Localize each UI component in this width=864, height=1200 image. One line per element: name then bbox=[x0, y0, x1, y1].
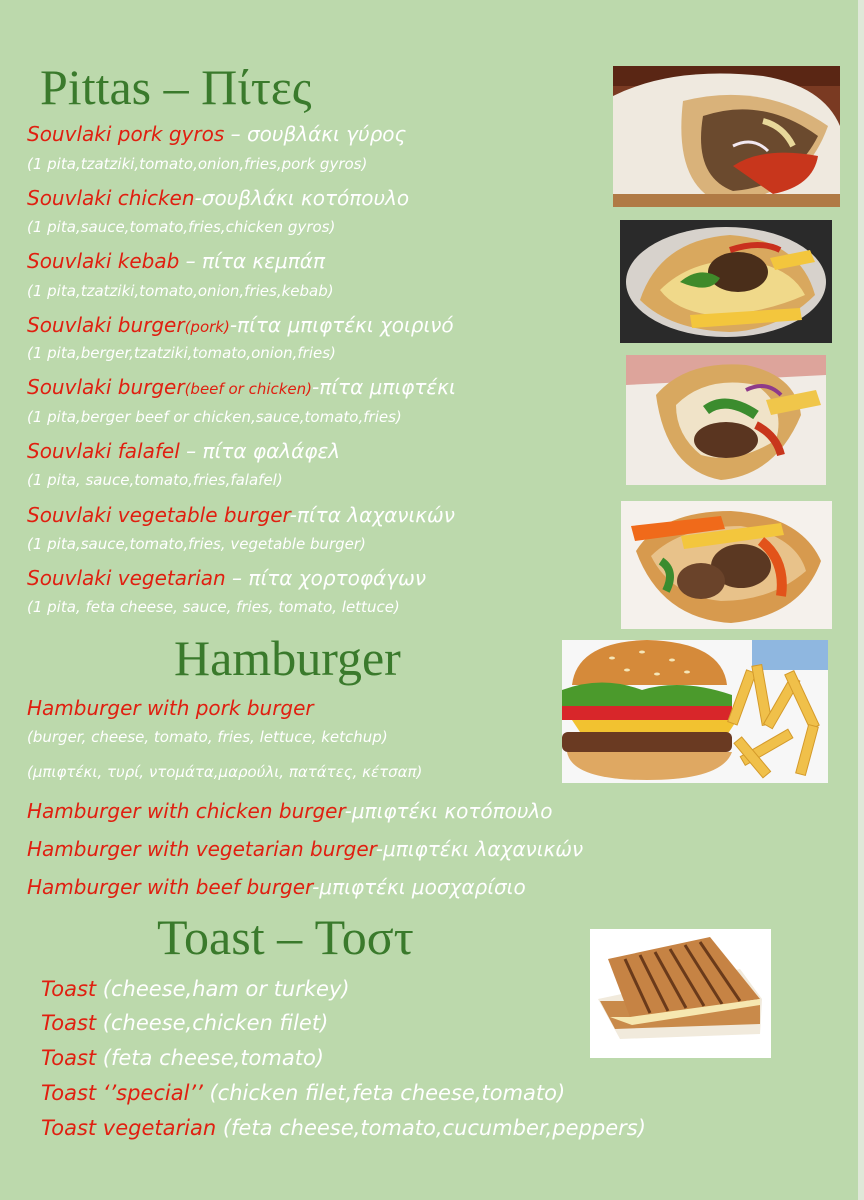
menu-item-toast-cheese-chicken bbox=[41, 1012, 328, 1035]
item-description: (1 pita, sauce,tomato,fries,falafel) bbox=[27, 471, 283, 489]
menu-item-toast-feta bbox=[41, 1047, 324, 1070]
item-description: (1 pita,tzatziki,tomato,onion,fries,pork gyros) bbox=[27, 155, 368, 173]
item-name: Souvlaki vegetarian bbox=[27, 566, 226, 590]
item-name: Souvlaki vegetable burger bbox=[27, 503, 290, 527]
item-translation: -μπιφτέκι λαχανικών bbox=[375, 837, 584, 861]
item-description: (1 pita,berger beef or chicken,sauce,tomato,fries) bbox=[27, 408, 402, 426]
item-description: (1 pita, feta cheese, sauce, fries, tomato, lettuce) bbox=[27, 598, 400, 616]
falafel-pita-photo bbox=[621, 501, 832, 629]
item-translation: -πίτα μπιφτέκι bbox=[312, 375, 456, 399]
item-translation: -πίτα λαχανικών bbox=[289, 503, 455, 527]
item-name: Toast bbox=[41, 1011, 97, 1035]
item-name: Toast bbox=[41, 1046, 97, 1070]
item-name: Toast bbox=[41, 977, 97, 1001]
item-name: Toast ‘’special’’ bbox=[41, 1081, 203, 1105]
menu-item-hamburger-beef bbox=[27, 876, 526, 898]
item-description: (1 pita,sauce,tomato,fries, vegetable burger) bbox=[27, 535, 366, 553]
item-translation: -μπιφτέκι κοτόπουλο bbox=[344, 799, 553, 823]
gyros-pita-photo bbox=[613, 66, 840, 207]
item-qualifier: (beef or chicken) bbox=[184, 380, 313, 398]
item-name: Hamburger with vegetarian burger bbox=[27, 837, 376, 861]
item-name: Hamburger with chicken burger bbox=[27, 799, 345, 823]
item-translation: -μπιφτέκι μοσχαρίσιο bbox=[312, 875, 526, 899]
item-description: (cheese,ham or turkey) bbox=[96, 977, 350, 1001]
menu-item-souvlaki-chicken bbox=[27, 187, 409, 209]
item-translation: – πίτα χορτοφάγων bbox=[225, 566, 426, 590]
item-name: Souvlaki burger bbox=[27, 375, 185, 399]
page-edge bbox=[858, 0, 864, 1200]
item-name: Souvlaki kebab bbox=[27, 249, 180, 273]
menu-item-souvlaki-burger-beef-chicken bbox=[27, 376, 456, 398]
menu-item-souvlaki-burger-pork bbox=[27, 314, 454, 336]
hamburger-fries-photo bbox=[562, 640, 828, 783]
menu-item-souvlaki-vegetarian bbox=[27, 567, 426, 589]
menu-item-toast-special bbox=[41, 1082, 565, 1105]
toast-section-title: Toast – Τοστ bbox=[157, 909, 414, 965]
menu-item-hamburger-pork: Hamburger with pork burger bbox=[27, 696, 314, 720]
menu-item-souvlaki-kebab bbox=[27, 250, 325, 272]
menu-item-souvlaki-falafel bbox=[27, 440, 340, 462]
item-name: Toast vegetarian bbox=[41, 1116, 217, 1140]
item-description: (1 pita,berger,tzatziki,tomato,onion,fries) bbox=[27, 344, 336, 362]
item-description: (feta cheese,tomato) bbox=[96, 1046, 324, 1070]
item-description: (feta cheese,tomato,cucumber,peppers) bbox=[216, 1116, 646, 1140]
item-qualifier: (pork) bbox=[184, 318, 230, 336]
menu-item-hamburger-chicken bbox=[27, 800, 553, 822]
menu-item-toast-vegetarian bbox=[41, 1117, 646, 1140]
hamburger-section-title: Hamburger bbox=[174, 630, 401, 686]
menu-item-souvlaki-vegetable-burger bbox=[27, 504, 455, 526]
item-name: Hamburger with beef burger bbox=[27, 875, 313, 899]
burger-pita-photo bbox=[620, 220, 832, 343]
item-name: Souvlaki pork gyros bbox=[27, 122, 225, 146]
item-description-greek: (μπιφτέκι, τυρί, ντομάτα,μαρούλι, πατάτες, κέτσαπ) bbox=[27, 764, 423, 781]
item-description: (burger, cheese, tomato, fries, lettuce, ketchup) bbox=[27, 728, 388, 746]
item-name: Souvlaki falafel bbox=[27, 439, 180, 463]
item-description: (1 pita,sauce,tomato,fries,chicken gyros) bbox=[27, 218, 336, 236]
menu-item-souvlaki-pork-gyros bbox=[27, 123, 406, 145]
item-description: (chicken filet,feta cheese,tomato) bbox=[202, 1081, 566, 1105]
item-translation: – πίτα φαλάφελ bbox=[179, 439, 341, 463]
item-name: Souvlaki burger bbox=[27, 313, 185, 337]
menu-item-hamburger-vegetarian bbox=[27, 838, 583, 860]
item-description: (1 pita,tzatziki,tomato,onion,fries,kebab) bbox=[27, 282, 334, 300]
item-translation: – πίτα κεμπάπ bbox=[179, 249, 325, 273]
item-name: Souvlaki chicken bbox=[27, 186, 195, 210]
item-translation: – σουβλάκι γύρος bbox=[224, 122, 407, 146]
item-translation: -πίτα μπιφτέκι χοιρινό bbox=[229, 313, 454, 337]
toast-sandwich-photo bbox=[590, 929, 771, 1058]
item-translation: -σουβλάκι κοτόπουλο bbox=[194, 186, 410, 210]
item-description: (cheese,chicken filet) bbox=[96, 1011, 329, 1035]
menu-item-toast-cheese-ham bbox=[41, 978, 350, 1001]
pittas-section-title: Pittas – Πίτες bbox=[40, 59, 312, 115]
chicken-pita-photo bbox=[626, 355, 826, 485]
